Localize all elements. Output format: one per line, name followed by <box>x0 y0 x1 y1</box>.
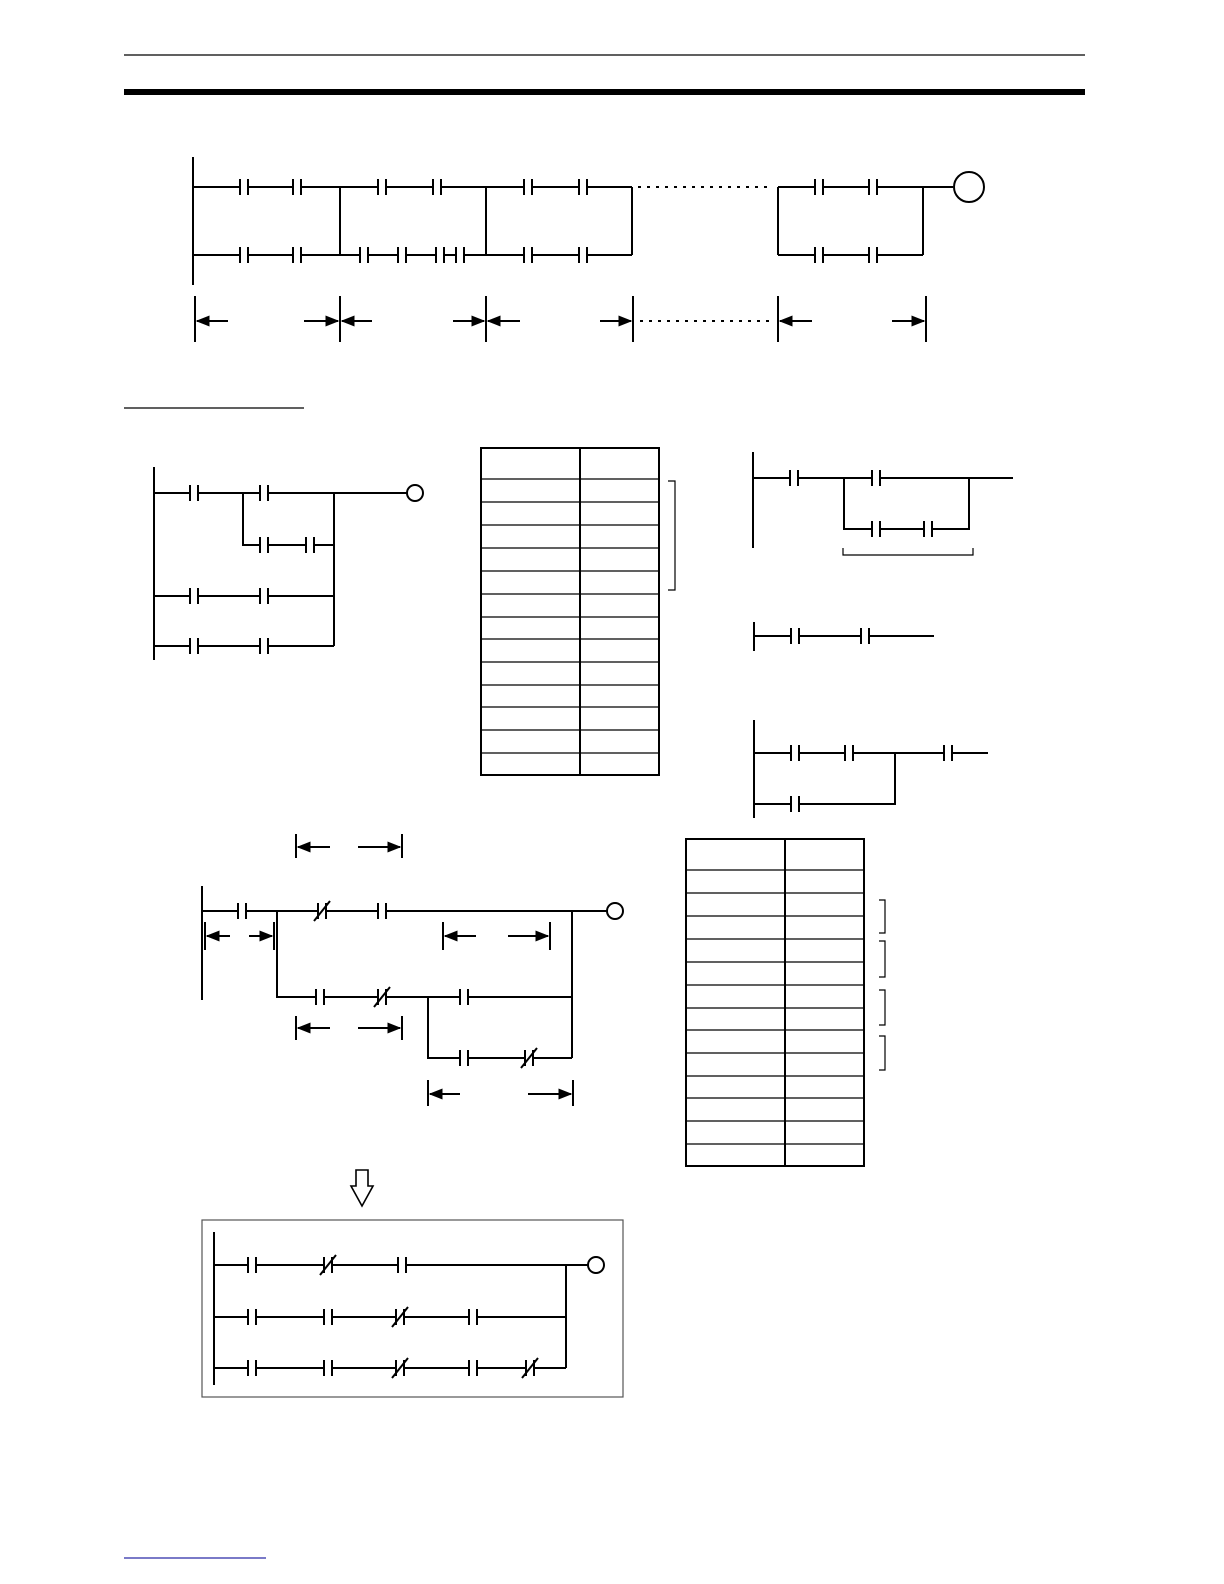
ladder-example-right-a <box>753 452 1013 555</box>
ladder-example-nc <box>202 834 623 1106</box>
converted-ladder-box <box>202 1220 623 1397</box>
block-dimension-markers <box>195 296 926 342</box>
mnemonic-table-2 <box>686 839 885 1166</box>
output-coil <box>954 172 984 202</box>
output-coil <box>588 1257 604 1273</box>
output-coil <box>607 903 623 919</box>
mnemonic-table-1 <box>481 448 675 775</box>
contact-glyphs-fig1 <box>240 179 877 263</box>
series-block-ladder-diagram <box>193 157 984 342</box>
conversion-arrow-icon <box>351 1170 373 1206</box>
ladder-example-right-c <box>754 720 988 818</box>
ladder-example-right-b <box>754 622 934 651</box>
output-coil <box>407 485 423 501</box>
ladder-example-left <box>154 467 423 660</box>
